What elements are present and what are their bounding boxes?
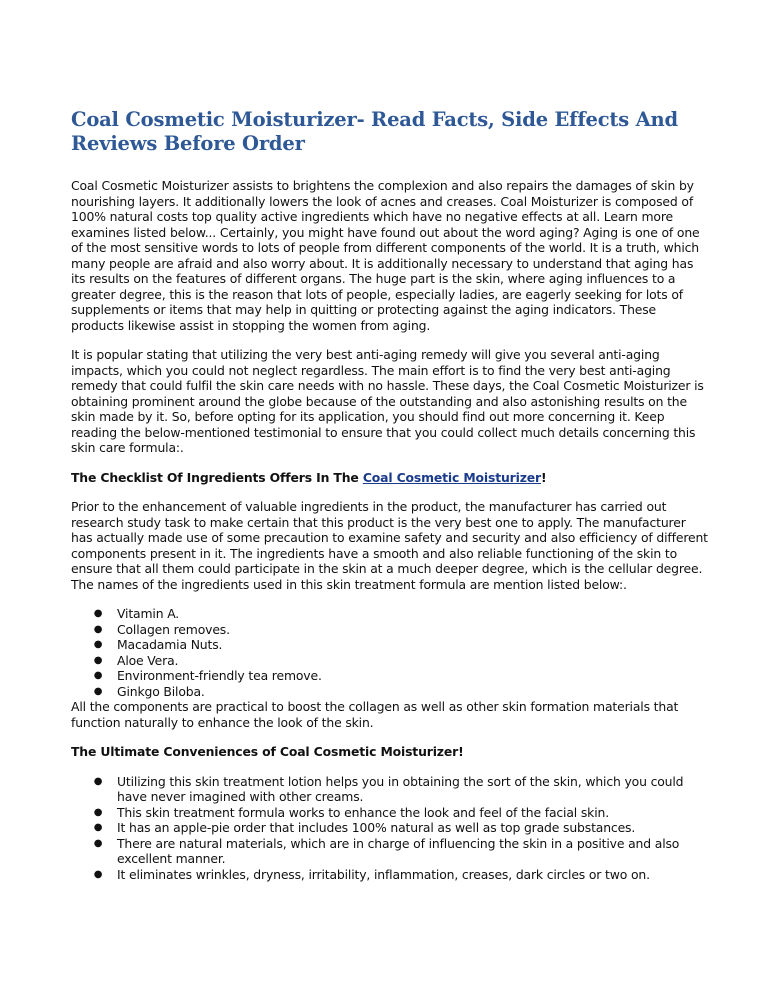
bullet-icon: ● [93,685,103,697]
list-item-text: Aloe Vera. [117,652,179,668]
bullet-icon: ● [93,868,103,880]
list-item [93,804,708,821]
bullet-icon: ● [93,639,103,650]
list-item-text: Vitamin A. [117,606,180,621]
bullet-icon: ● [93,806,103,818]
list-item [93,606,708,622]
list-item-text: It has an apple-pie order that includes 100% natural as well as top grade substances. [117,820,636,835]
bullet-icon: ● [93,670,103,681]
article-title: Coal Cosmetic Moisturizer- Read Facts, Side Effects And Reviews Before Order [71,108,678,155]
list-item-text: Utilizing this skin treatment lotion helps you in obtaining the sort of the skin, which you could have never imagined with other creams. [117,773,684,804]
list-item-text: Macadamia Nuts. [117,637,223,652]
list-item-text: Ginkgo Biloba. [117,683,205,699]
product-link[interactable]: Coal Cosmetic Moisturizer [362,469,542,485]
bullet-icon: ● [93,822,103,833]
list-item [93,835,708,867]
conveniences-heading: The Ultimate Conveniences of Coal Cosmetic Moisturizer! [71,744,464,759]
ingredients-paragraph: Prior to the enhancement of valuable ingredients in the product, the manufacturer has carried out research study task to make certain that this product is the very best one to apply. The manufacturer has actually made use of some precaution to examine safety and security and also efficiency of different components present in it. The ingredients have a smooth and also reliable functioning of the skin to ensure that all them could participate in the skin at a much deeper degree, which is the cellular degree. The names of the ingredients used in this skin treatment formula are mention listed below:. [71,499,708,592]
ingredients-heading [71,470,708,486]
list-item [93,683,708,700]
bullet-icon: ● [93,623,103,635]
ingredients-heading-suffix: ! [541,469,547,485]
ingredients-list [71,606,708,699]
list-item [93,652,708,669]
list-item-text: Collagen removes. [117,621,230,637]
intro-paragraph: Coal Cosmetic Moisturizer assists to brightens the complexion and also repairs the damages of skin by nourishing layers. It additionally lowers the look of acnes and creases. Coal Moisturizer is composed of 100% natural costs top quality active ingredients which have no negative effects at all. Learn more examines listed below... Certainly, you might have found out about the word aging? Aging is one of one of the most sensitive words to lots of people from different components of the world. It is a truth, which many people are afraid and also worry about. It is additionally necessary to understand that aging has its results on the features of different organs. The huge part is the skin, where aging influences to a greater degree, this is the reason that lots of people, especially ladies, are eagerly seeking for lots of supplements or items that may help in quitting or protecting against the aging indicators. These products likewise assist in stopping the women from aging. [71,178,700,333]
list-item [93,866,708,883]
list-item [93,668,708,684]
bullet-icon: ● [93,837,103,849]
second-paragraph: It is popular stating that utilizing the very best anti-aging remedy will give you several anti-aging impacts, which you could not neglect regardless. The main effort is to find the very best anti-aging remedy that could fulfil the skin care needs with no hassle. These days, the Coal Cosmetic Moisturizer is obtaining prominent around the globe because of the outstanding and also astonishing results on the skin made by it. So, before opting for its application, you should find out more concerning it. Keep reading the below-mentioned testimonial to ensure that you could collect much details concerning this skin care formula:. [71,347,704,455]
list-item [93,820,708,836]
list-item [93,773,708,805]
list-item [93,637,708,653]
bullet-icon: ● [93,608,103,619]
list-item-text: This skin treatment formula works to enhance the look and feel of the facial skin. [117,804,609,820]
bullet-icon: ● [93,654,103,666]
list-item-text: Environment-friendly tea remove. [117,668,322,683]
list-item [93,621,708,638]
conveniences-list [71,774,708,883]
after-ingredients-paragraph: All the components are practical to boost the collagen as well as other skin formation materials that function naturally to enhance the look of the skin. [71,699,679,730]
list-item-text: There are natural materials, which are in charge of influencing the skin in a positive and also excellent manner. [117,835,680,866]
list-item-text: It eliminates wrinkles, dryness, irritability, inflammation, creases, dark circles or two on. [117,866,650,882]
ingredients-heading-prefix: The Checklist Of Ingredients Offers In The [71,469,363,485]
bullet-icon: ● [93,775,103,787]
